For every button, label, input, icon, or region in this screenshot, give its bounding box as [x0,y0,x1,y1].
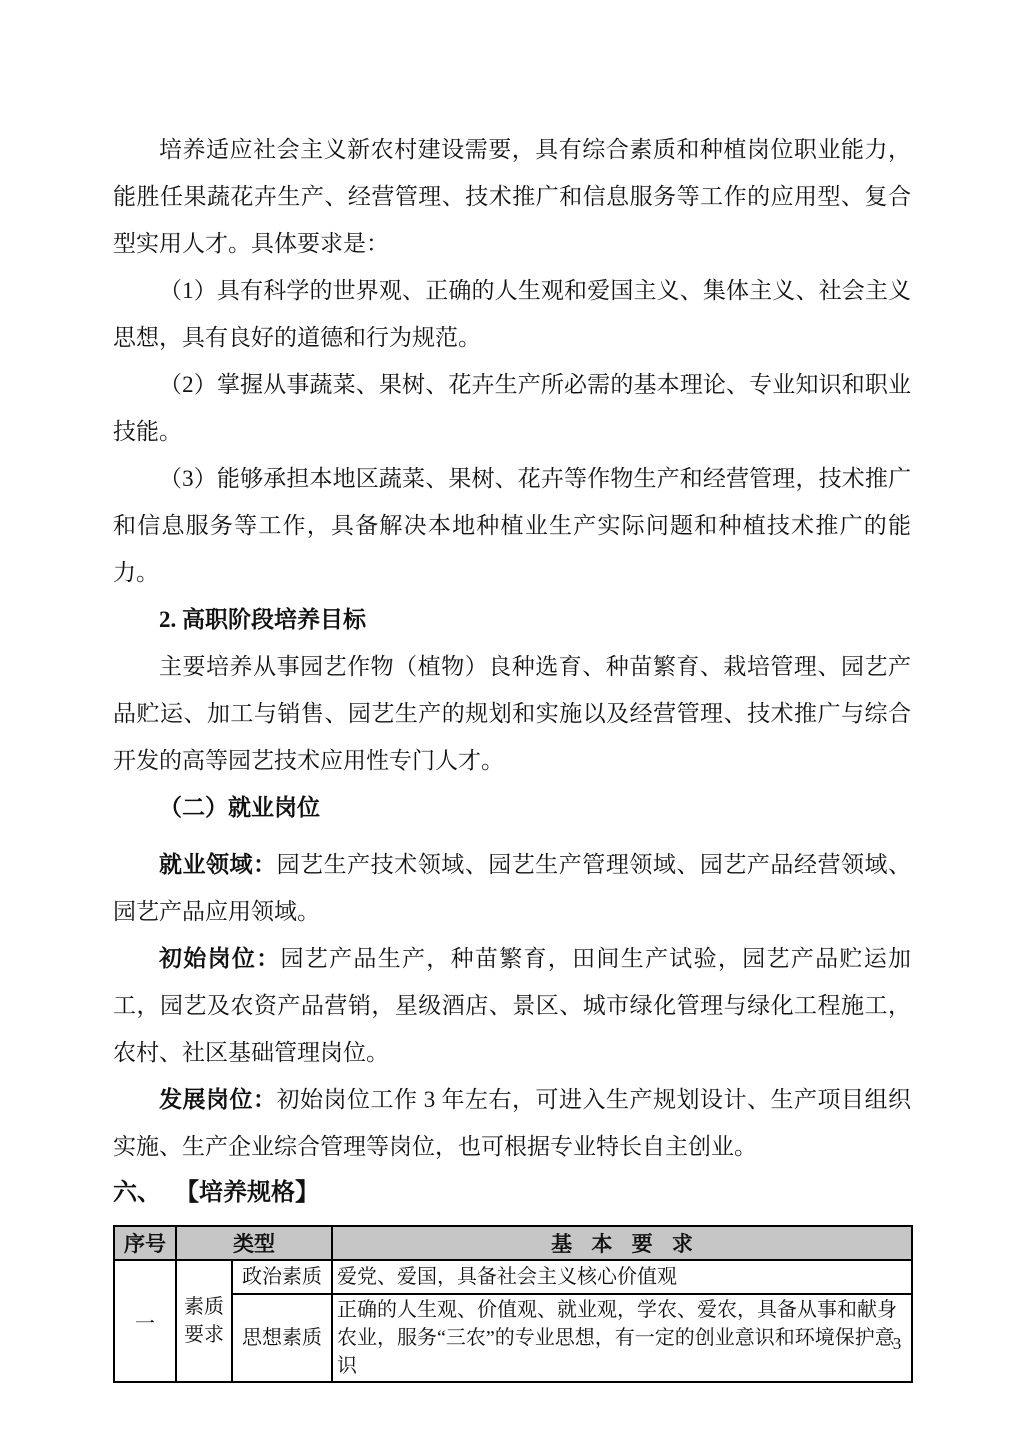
employment-area-text: 园艺生产技术领域、园艺生产管理领域、园艺产品经营领域、园艺产品应用领域。 [113,852,912,924]
header-cell-requirement: 基 本 要 求 [332,1226,912,1260]
employment-area-label: 就业领域： [159,852,277,877]
training-spec-table [113,1225,913,1383]
development-position-text: 初始岗位工作 3 年左右，可进入生产规划设计、生产项目组织实施、生产企业综合管理等岗位，也可根据专业特长自主创业。 [113,1087,911,1159]
header-cell-type: 类型 [176,1226,332,1260]
section-title: 【培养规格】 [187,1180,319,1206]
development-position-label: 发展岗位： [159,1087,277,1112]
table-header-row [114,1226,912,1260]
table-row-ideological [114,1294,912,1382]
heading-higher-vocational-goal: 2. 高职阶段培养目标 [159,607,366,632]
header-cell-index: 序号 [114,1226,176,1260]
paragraph-higher-vocational: 主要培养从事园艺作物（植物）良种选育、种苗繁育、栽培管理、园艺产品贮运、加工与销售、园艺生产的规划和实施以及经营管理、技术推广与综合开发的高等园艺技术应用性专门人才。 [113,654,911,773]
document-content [113,0,911,1383]
paragraph-employment-area [113,841,911,935]
requirement-item-1: （1）具有科学的世界观、正确的人生观和爱国主义、集体主义、社会主义思想，具有良好的道德和行为规范。 [113,278,911,350]
paragraph-initial-position [113,935,911,1076]
initial-position-text: 园艺产品生产，种苗繁育，田间生产试验，园艺产品贮运加工，园艺及农资产品营销，星级酒店、景区、城市绿化管理与绿化工程施工，农村、社区基础管理岗位。 [113,946,912,1065]
initial-position-label: 初始岗位： [159,946,281,971]
cell-requirement-ideological: 正确的人生观、价值观、就业观，学农、爱农，具备从事和献身农业，服务“三农”的专业思想，有一定的创业意识和环境保护意识 [332,1294,912,1382]
cell-type-political: 政治素质 [232,1260,332,1294]
table-row-political [114,1260,912,1294]
paragraph-intro: 培养适应社会主义新农村建设需要，具有综合素质和种植岗位职业能力，能胜任果蔬花卉生产、经营管理、技术推广和信息服务等工作的应用型、复合型实用人才。具体要求是： [113,137,911,256]
heading-employment-positions: （二）就业岗位 [159,795,320,820]
paragraph-development-position [113,1076,911,1170]
requirement-item-3: （3）能够承担本地区蔬菜、果树、花卉等作物生产和经营管理，技术推广和信息服务等工作，具备解决本地种植业生产实际问题和种植技术推广的能力。 [113,466,911,585]
page-number: 3 [892,1334,902,1353]
cell-requirement-political: 爱党、爱国，具备社会主义核心价值观 [332,1260,912,1294]
cell-row-index: 一 [114,1260,176,1382]
cell-type-ideological: 思想素质 [232,1294,332,1382]
requirement-item-2: （2）掌握从事蔬菜、果树、花卉生产所必需的基本理论、专业知识和职业技能。 [113,372,911,444]
cell-group-label: 素质要求 [176,1260,232,1382]
section-number: 六、 [113,1180,161,1206]
heading-training-specification [113,1170,911,1217]
